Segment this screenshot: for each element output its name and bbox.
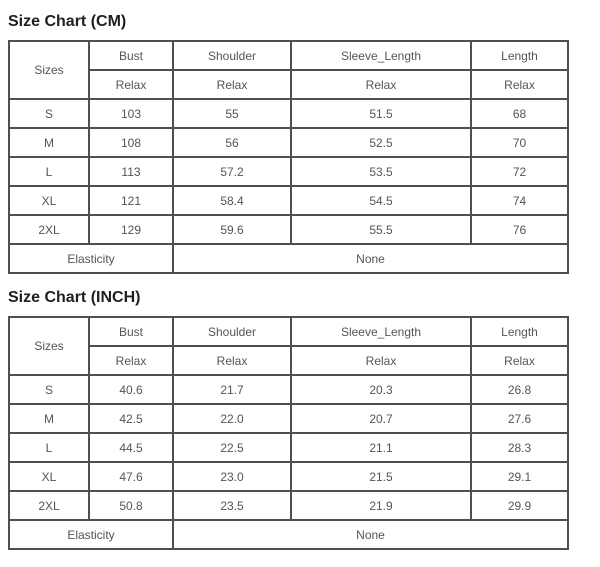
subheader-shoulder: Relax — [173, 70, 291, 99]
value-cell-sleeve-length: 21.5 — [291, 462, 471, 491]
value-cell-sleeve-length: 52.5 — [291, 128, 471, 157]
table-row-m — [9, 128, 568, 157]
table-row-s — [9, 375, 568, 404]
value-cell-length: 27.6 — [471, 404, 568, 433]
value-cell-sleeve-length: 51.5 — [291, 99, 471, 128]
value-cell-shoulder: 57.2 — [173, 157, 291, 186]
size-cell: XL — [9, 462, 89, 491]
elasticity-label-cell: Elasticity — [9, 244, 173, 273]
size-cell: S — [9, 99, 89, 128]
value-cell-sleeve-length: 20.7 — [291, 404, 471, 433]
size-cell: L — [9, 157, 89, 186]
size-chart-cm-section — [8, 12, 600, 274]
value-cell-bust: 40.6 — [89, 375, 173, 404]
subheader-shoulder: Relax — [173, 346, 291, 375]
col-header-sleeve-length: Sleeve_Length — [291, 41, 471, 70]
col-header-sleeve-length: Sleeve_Length — [291, 317, 471, 346]
value-cell-bust: 121 — [89, 186, 173, 215]
col-header-bust: Bust — [89, 41, 173, 70]
subheader-length: Relax — [471, 70, 568, 99]
value-cell-shoulder: 56 — [173, 128, 291, 157]
size-cell: 2XL — [9, 215, 89, 244]
table-row-xl — [9, 462, 568, 491]
subheader-bust: Relax — [89, 70, 173, 99]
subheader-row — [9, 346, 568, 375]
col-header-shoulder: Shoulder — [173, 317, 291, 346]
table-row-l — [9, 157, 568, 186]
table-row-m — [9, 404, 568, 433]
value-cell-bust: 50.8 — [89, 491, 173, 520]
value-cell-length: 29.1 — [471, 462, 568, 491]
size-cell: 2XL — [9, 491, 89, 520]
value-cell-bust: 108 — [89, 128, 173, 157]
col-header-sizes: Sizes — [9, 41, 89, 99]
value-cell-sleeve-length: 55.5 — [291, 215, 471, 244]
value-cell-length: 76 — [471, 215, 568, 244]
table-row-xl — [9, 186, 568, 215]
value-cell-length: 26.8 — [471, 375, 568, 404]
value-cell-bust: 42.5 — [89, 404, 173, 433]
value-cell-length: 72 — [471, 157, 568, 186]
value-cell-length: 29.9 — [471, 491, 568, 520]
table-row-l — [9, 433, 568, 462]
size-cell: S — [9, 375, 89, 404]
value-cell-sleeve-length: 53.5 — [291, 157, 471, 186]
value-cell-sleeve-length: 54.5 — [291, 186, 471, 215]
col-header-length: Length — [471, 317, 568, 346]
value-cell-length: 68 — [471, 99, 568, 128]
value-cell-shoulder: 22.0 — [173, 404, 291, 433]
subheader-sleeve-length: Relax — [291, 70, 471, 99]
value-cell-sleeve-length: 21.9 — [291, 491, 471, 520]
header-row — [9, 41, 568, 70]
value-cell-shoulder: 21.7 — [173, 375, 291, 404]
elasticity-label-cell: Elasticity — [9, 520, 173, 549]
value-cell-bust: 103 — [89, 99, 173, 128]
subheader-sleeve-length: Relax — [291, 346, 471, 375]
size-cell: M — [9, 128, 89, 157]
size-cell: XL — [9, 186, 89, 215]
subheader-length: Relax — [471, 346, 568, 375]
value-cell-shoulder: 23.0 — [173, 462, 291, 491]
col-header-length: Length — [471, 41, 568, 70]
size-chart-inch-title: Size Chart (INCH) — [8, 289, 141, 306]
value-cell-sleeve-length: 20.3 — [291, 375, 471, 404]
elasticity-value-cell: None — [173, 520, 568, 549]
table-row-s — [9, 99, 568, 128]
value-cell-bust: 129 — [89, 215, 173, 244]
size-chart-inch-table — [8, 316, 569, 550]
elasticity-row — [9, 520, 568, 549]
value-cell-sleeve-length: 21.1 — [291, 433, 471, 462]
table-row-2xl — [9, 215, 568, 244]
value-cell-shoulder: 22.5 — [173, 433, 291, 462]
size-chart-cm-table — [8, 40, 569, 274]
size-cell: L — [9, 433, 89, 462]
size-chart-cm-title: Size Chart (CM) — [8, 13, 127, 30]
table-row-2xl — [9, 491, 568, 520]
value-cell-bust: 113 — [89, 157, 173, 186]
value-cell-length: 28.3 — [471, 433, 568, 462]
subheader-row — [9, 70, 568, 99]
header-row — [9, 317, 568, 346]
elasticity-row — [9, 244, 568, 273]
value-cell-length: 70 — [471, 128, 568, 157]
value-cell-bust: 47.6 — [89, 462, 173, 491]
elasticity-value-cell: None — [173, 244, 568, 273]
subheader-bust: Relax — [89, 346, 173, 375]
col-header-sizes: Sizes — [9, 317, 89, 375]
value-cell-shoulder: 23.5 — [173, 491, 291, 520]
value-cell-shoulder: 55 — [173, 99, 291, 128]
col-header-bust: Bust — [89, 317, 173, 346]
size-chart-inch-section — [8, 288, 600, 550]
size-cell: M — [9, 404, 89, 433]
col-header-shoulder: Shoulder — [173, 41, 291, 70]
value-cell-bust: 44.5 — [89, 433, 173, 462]
value-cell-shoulder: 59.6 — [173, 215, 291, 244]
value-cell-shoulder: 58.4 — [173, 186, 291, 215]
value-cell-length: 74 — [471, 186, 568, 215]
